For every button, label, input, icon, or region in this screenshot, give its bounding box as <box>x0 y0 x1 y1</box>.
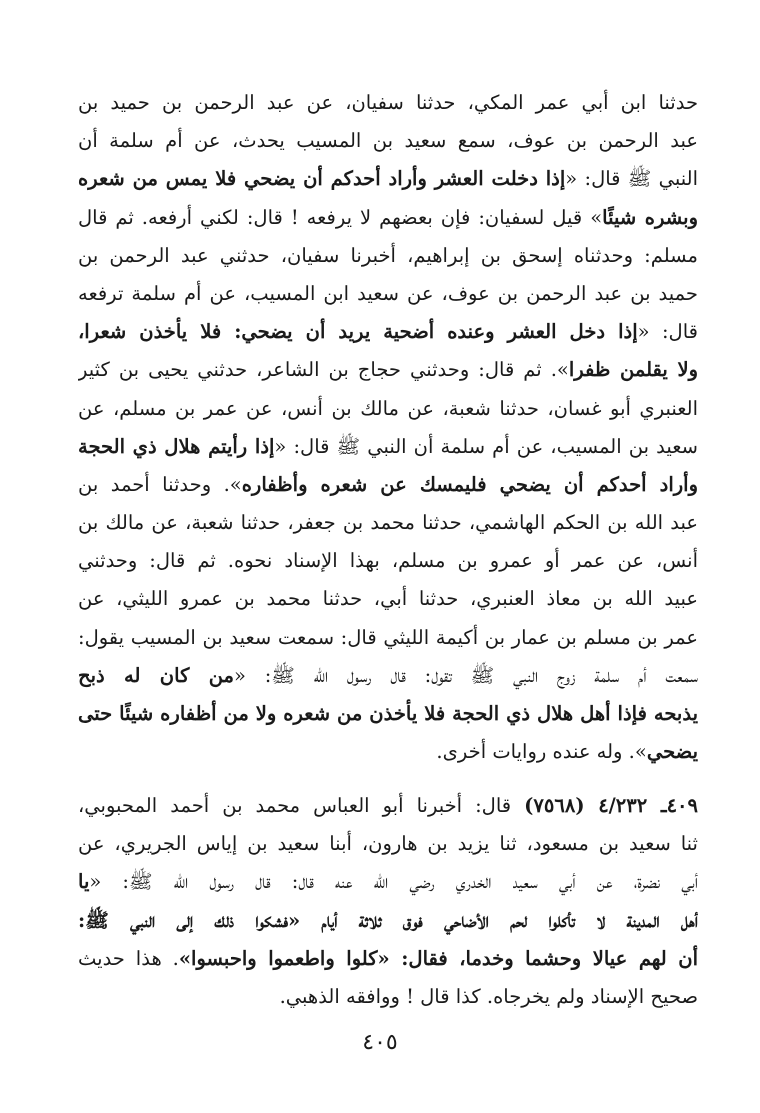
text-line <box>78 695 698 733</box>
text-line <box>78 351 698 389</box>
hadith-paragraph-2 <box>78 787 698 1016</box>
text-run: حدثنا ابن أبي عمر المكي، حدثنا سفيان، عن عبد الرحمن بن حميد بن <box>78 91 698 114</box>
text-line <box>78 313 698 351</box>
text-run: أنس، عن عمر أو عمرو بن مسلم، بهذا الإسناد نحوه. ثم قال: وحدثني <box>78 549 698 573</box>
text-run: عبد الرحمن بن عوف، سمع سعيد بن المسيب يحدث، عن أم سلمة أن <box>78 129 698 153</box>
text-run: ». وله عنده روايات أخرى. <box>436 740 647 764</box>
hadith-text-bold: وبشره شيئًا <box>602 205 698 229</box>
text-line <box>78 237 698 275</box>
hadith-text-bold: يذبحه فإذا أهل هلال ذي الحجة فلا يأخذن من شعره ولا من أظفاره شيئًا حتى <box>78 702 698 725</box>
text-run: سمعت أم سلمة زوج النبي ﷺ تقول: قال رسول الله ﷺ: « <box>234 663 698 687</box>
text-run: أبي نضرة، عن أبي سعيد الخدري رضي الله عنه قال: قال رسول الله ﷺ: « <box>89 870 698 894</box>
hadith-text-bold: يا <box>78 870 90 894</box>
text-line <box>78 542 698 580</box>
hadith-text-bold: من كان له ذبح <box>78 663 234 687</box>
text-line <box>78 825 698 863</box>
text-run: . هذا حديث <box>78 946 179 970</box>
hadith-text-bold: إذا دخلت العشر وأراد أحدكم أن يضحي فلا يمس من شعره <box>78 167 566 191</box>
hadith-text-bold: أن لهم عيالا وحشما وخدما، فقال: «كلوا واطعموا واحبسوا» <box>178 946 698 970</box>
text-run: حميد بن عبد الرحمن بن عوف، عن سعيد ابن المسيب، عن أم سلمة ترفعه <box>78 281 698 305</box>
text-line <box>78 902 698 940</box>
text-run: ». ثم قال: وحدثني حجاج بن الشاعر، حدثني يحيى بن كثير <box>78 358 569 382</box>
hadith-text-bold: يضحي <box>646 740 698 764</box>
hadith-text-bold: ٤٠٩ـ ٤/٢٣٢ (٧٥٦٨) <box>524 794 698 817</box>
text-run: عمر بن مسلم بن عمار بن أكيمة الليثي قال: سمعت سعيد بن المسيب يقول: <box>78 625 698 649</box>
text-run: ثنا سعيد بن مسعود، ثنا يزيد بن هارون، أبنا سعيد بن إياس الجريري، عن <box>78 832 698 856</box>
text-run: النبي ﷺ قال: « <box>565 167 698 191</box>
hadith-paragraph-1 <box>78 84 698 771</box>
text-run: مسلم: وحدثناه إسحق بن إبراهيم، أخبرنا سفيان، حدثني عبد الرحمن بن <box>78 243 698 267</box>
text-run: ». وحدثنا أحمد بن <box>78 472 242 496</box>
text-run: قال: « <box>637 320 698 344</box>
text-line <box>78 863 698 901</box>
hadith-text-bold: ولا يقلمن ظفرا <box>568 358 698 382</box>
text-run: عبد الله بن الحكم الهاشمي، حدثنا محمد بن جعفر، حدثنا شعبة، عن مالك بن <box>78 511 698 535</box>
text-line <box>78 940 698 978</box>
text-line <box>78 428 698 466</box>
text-run: سعيد بن المسيب، عن أم سلمة أن النبي ﷺ قال: « <box>274 434 698 458</box>
text-line <box>78 275 698 313</box>
text-line <box>78 466 698 504</box>
text-line <box>78 978 698 1016</box>
hadith-text-bold: وأراد أحدكم أن يضحي فليمسك عن شعره وأظفاره <box>241 472 698 496</box>
text-run: صحيح الإسناد ولم يخرجاه. كذا قال ! ووافقه الذهبي. <box>279 984 698 1008</box>
text-line <box>78 619 698 657</box>
text-line <box>78 199 698 237</box>
text-line <box>78 160 698 198</box>
page-number: ٤٠٥ <box>362 1030 398 1055</box>
text-line <box>78 787 698 825</box>
hadith-text-bold: أهل المدينة لا تأكلوا لحم الأضاحي فوق ثلاثة أيام «فشكوا ذلك إلى النبي ﷺ: <box>78 908 698 932</box>
text-run: قال: أخبرنا أبو العباس محمد بن أحمد المحبوبي، <box>78 794 525 817</box>
text-line <box>78 504 698 542</box>
text-run: العنبري أبو غسان، حدثنا شعبة، عن مالك بن أنس، عن عمر بن مسلم، عن <box>78 396 698 420</box>
text-line <box>78 657 698 695</box>
text-line <box>78 580 698 618</box>
text-line <box>78 122 698 160</box>
text-run: » قيل لسفيان: فإن بعضهم لا يرفعه ! قال: لكني أرفعه. ثم قال <box>78 205 603 229</box>
text-run: عبيد الله بن معاذ العنبري، حدثنا أبي، حدثنا محمد بن عمرو الليثي، عن <box>78 587 698 611</box>
text-line <box>78 733 698 771</box>
hadith-text-bold: إذا رأيتم هلال ذي الحجة <box>78 434 275 458</box>
text-line <box>78 84 698 122</box>
text-line <box>78 390 698 428</box>
hadith-text-bold: إذا دخل العشر وعنده أضحية يريد أن يضحي: فلا يأخذن شعرا، <box>78 320 638 344</box>
